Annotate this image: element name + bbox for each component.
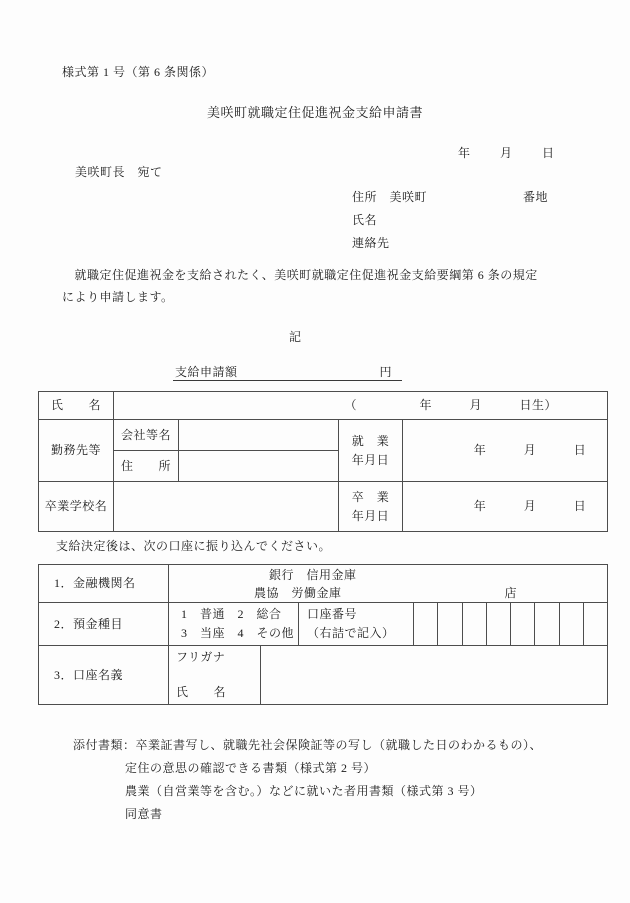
graduation-date-label-line2: 年月日	[351, 508, 390, 523]
account-number-label	[299, 603, 414, 646]
addressee-line: 美咲町長 宛て	[75, 165, 163, 179]
body-text-line-2: により申請します。	[62, 290, 174, 304]
applicant-contact-label: 連絡先	[352, 236, 390, 250]
institution-row-label: 1．金融機関名	[39, 565, 169, 603]
attachments-line-1: 添付書類：卒業証書写し、就職先社会保険証等の写し（就職した日のわかるもの）、	[73, 738, 543, 752]
amount-label: 支給申請額	[175, 364, 238, 379]
school-row-label: 卒業学校名	[39, 482, 114, 532]
institution-options-line2	[169, 584, 607, 602]
institution-options-line1: 銀行 信用金庫	[269, 568, 357, 582]
form-number: 様式第 1 号（第 6 条関係）	[62, 65, 215, 79]
furigana-label: フリガナ	[176, 650, 226, 664]
amount-underline	[173, 361, 402, 381]
employment-date-cell: 年 月 日	[403, 420, 608, 482]
account-digit-box	[437, 603, 461, 645]
graduation-date-cell: 年 月 日	[403, 482, 608, 532]
name-input-cell: （ 年 月 日生）	[114, 392, 608, 420]
account-digit-box	[534, 603, 558, 645]
deposit-options-line2: 3 当座 4 その他	[181, 626, 295, 640]
holder-row-label: 3．口座名義	[39, 646, 169, 705]
name-row-label: 氏 名	[39, 392, 114, 420]
section-mark: 記	[289, 330, 302, 344]
account-number-label-line1: 口座番号	[307, 607, 358, 621]
account-number-boxes-cell	[414, 603, 608, 646]
institution-input-cell	[169, 565, 608, 603]
transfer-note: 支給決定後は、次の口座に振り込んでください。	[56, 539, 332, 553]
applicant-name-label: 氏名	[352, 213, 378, 227]
date-blank-line: 年 月 日	[458, 146, 557, 160]
holder-name-label: 氏 名	[176, 684, 227, 699]
work-address-input-cell	[179, 451, 339, 482]
account-digit-box	[462, 603, 486, 645]
account-number-label-line2: （右詰で記入）	[307, 626, 395, 640]
deposit-options-line1: 1 普通 2 総合	[181, 607, 282, 621]
branch-suffix: 店	[504, 586, 518, 600]
applicant-address-suffix: 番地	[523, 190, 549, 204]
account-digit-box	[414, 603, 437, 645]
holder-name-input-cell	[261, 646, 608, 705]
school-name-input-cell	[114, 482, 339, 532]
deposit-type-options	[169, 603, 299, 646]
page-title: 美咲町就職定住促進祝金支給申請書	[206, 105, 423, 120]
applicant-table	[38, 391, 608, 532]
deposit-row-label: 2．預金種目	[39, 603, 169, 646]
attachments-line-3: 農業（自営業等を含む。）などに就いた者用書類（様式第 3 号）	[125, 784, 483, 798]
employment-date-label	[339, 420, 403, 482]
applicant-address-label: 住所 美咲町	[352, 190, 428, 204]
graduation-date-label	[339, 482, 403, 532]
account-digit-box	[583, 603, 607, 645]
holder-sublabels-cell	[169, 646, 261, 705]
account-digit-box	[510, 603, 534, 645]
work-address-label: 住 所	[114, 451, 179, 482]
account-number-boxes	[414, 603, 607, 645]
graduation-date-label-line1: 卒 業	[351, 489, 390, 504]
attachments-line-4: 同意書	[125, 807, 163, 821]
company-name-label: 会社等名	[114, 420, 179, 451]
employment-date-label-line1: 就 業	[351, 433, 390, 448]
account-digit-box	[486, 603, 510, 645]
employment-date-label-line2: 年月日	[351, 452, 390, 467]
attachments-line-2: 定住の意思の確認できる書類（様式第 2 号）	[125, 761, 377, 775]
workplace-row-label: 勤務先等	[39, 420, 114, 482]
company-name-input-cell	[179, 420, 339, 451]
account-digit-box	[559, 603, 583, 645]
body-text-line-1: 就職定住促進祝金を支給されたく、美咲町就職定住促進祝金支給要綱第 6 条の規定	[62, 268, 538, 282]
bank-table	[38, 564, 608, 705]
amount-unit: 円	[379, 364, 392, 379]
institution-options-line2-text: 農協 労働金庫	[254, 586, 342, 600]
